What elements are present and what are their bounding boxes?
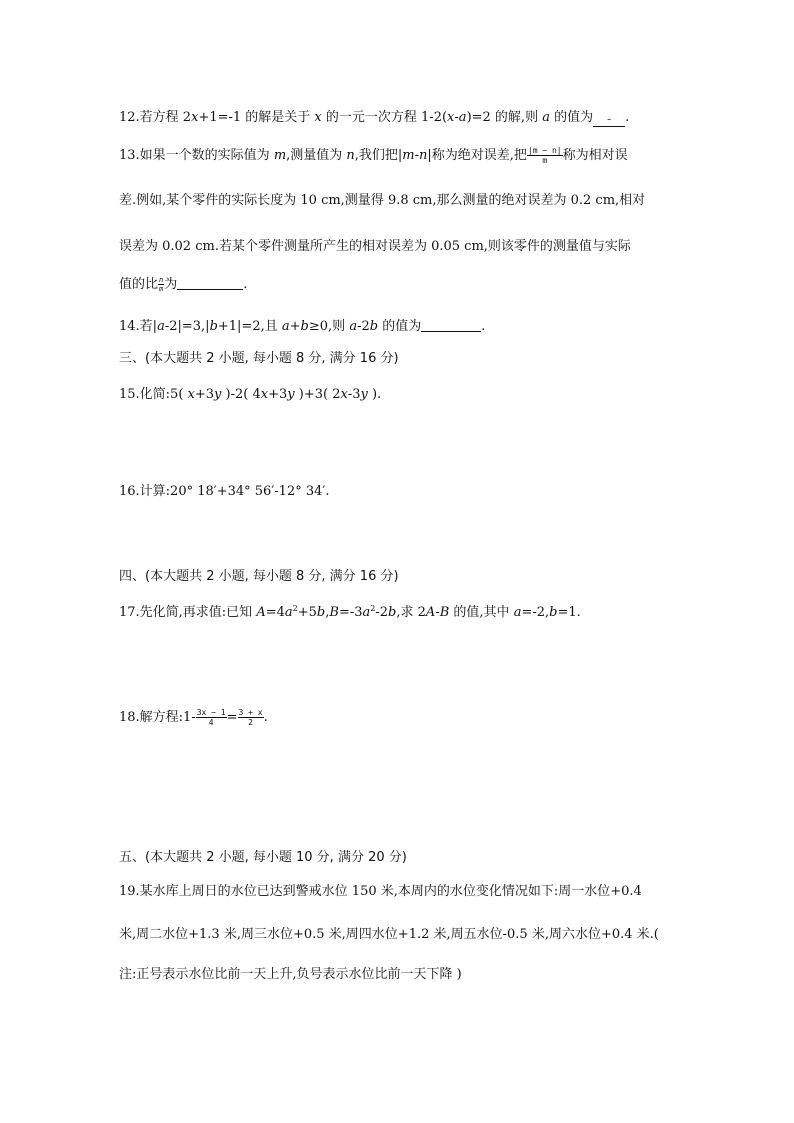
answer-blank	[177, 289, 243, 290]
q14-text: .	[481, 319, 486, 334]
q14-text: 的值为	[378, 319, 422, 334]
q17-text: 的值,其中	[449, 605, 514, 620]
section-heading-4: 四、(本大题共 2 小题, 每小题 8 分, 满分 16 分)	[119, 569, 399, 584]
q12-text: 的一元一次方程 1-2(	[321, 110, 448, 125]
var-b: b	[369, 319, 379, 334]
var-y: y	[360, 387, 368, 402]
equation-fraction-right	[238, 708, 264, 727]
q15-text: 15.化简:5(	[119, 387, 188, 402]
question-12	[119, 109, 629, 127]
q18-text: 18.解方程:1-	[119, 710, 196, 725]
var-x: x	[340, 387, 348, 402]
equals-sign: =	[226, 710, 238, 725]
q17-text: =-3	[338, 605, 363, 620]
answer-blank: -	[593, 114, 625, 127]
var-a: a	[513, 605, 522, 620]
section-heading-5: 五、(本大题共 2 小题, 每小题 10 分, 满分 20 分)	[119, 850, 407, 865]
q14-text: 14.若|	[119, 319, 158, 334]
q14-text: -2|=3,|	[164, 319, 210, 334]
question-14	[119, 318, 485, 336]
var-b: b	[300, 319, 309, 334]
var-x: x	[314, 110, 322, 125]
var-x: x	[260, 387, 269, 402]
var-a: a	[458, 110, 467, 125]
q17-text: 17.先化简,再求值:已知	[119, 605, 257, 620]
q13-text: 值的比	[119, 277, 159, 292]
q15-text: )+3( 2	[294, 387, 341, 402]
q14-text: +1|=2,且	[217, 319, 282, 334]
q17-text: =-2,	[521, 605, 550, 620]
fraction-numerator: |m − n|	[527, 146, 562, 155]
q17-text: +5	[297, 605, 317, 620]
exponent: 2	[370, 604, 376, 613]
q12-text: 的值为	[549, 110, 594, 125]
q15-text: +3	[268, 387, 288, 402]
question-18	[119, 708, 268, 727]
var-a: a	[349, 319, 358, 334]
var-a: a	[281, 319, 290, 334]
question-19-line-2: 米,周二水位+1.3 米,周三水位+0.5 米,周四水位+1.2 米,周五水位-0.5 米,周六水位+0.4 米.(	[119, 927, 659, 942]
var-b: b	[549, 605, 558, 620]
q14-text: -2	[357, 319, 370, 334]
q12-text: .	[625, 110, 630, 125]
fraction-denominator: m	[159, 285, 164, 293]
var-b: b	[388, 605, 397, 620]
relative-error-fraction	[527, 146, 563, 165]
question-13-line-4	[119, 276, 247, 294]
question-13-line-2: 差.例如,某个零件的实际长度为 10 cm,测量得 9.8 cm,那么测量的绝对误差为 0.2 cm,相对	[119, 193, 646, 208]
q14-text: ≥0,则	[308, 319, 350, 334]
fraction-numerator: 3x − 1	[196, 708, 226, 717]
var-m: m	[273, 148, 287, 163]
var-a: a	[157, 319, 165, 334]
q13-text: ,测量值为	[286, 148, 347, 163]
var-b: b	[316, 605, 326, 620]
q13-text: 为	[164, 277, 178, 292]
q15-text: +3	[194, 387, 215, 402]
question-13-line-1	[119, 146, 628, 165]
q13-text: 称为相对误	[562, 148, 628, 163]
q17-text: =4	[265, 605, 285, 620]
exponent: 2	[292, 604, 298, 613]
q17-text: -2	[375, 605, 389, 620]
q13-text: ,我们把|	[354, 148, 403, 163]
answer-blank	[421, 331, 481, 332]
q18-text: .	[263, 710, 268, 725]
var-x: x	[191, 110, 199, 125]
fraction-denominator: 2	[248, 718, 253, 727]
q15-text: -3	[347, 387, 361, 402]
q13-text: .	[243, 277, 248, 292]
var-A: A	[256, 605, 266, 620]
var-B: B	[439, 605, 450, 620]
q17-text: -	[435, 605, 440, 620]
section-heading-3: 三、(本大题共 2 小题, 每小题 8 分, 满分 16 分)	[119, 351, 399, 366]
var-a: a	[284, 605, 293, 620]
abs-expression: m-n	[402, 148, 428, 163]
var-x: x	[447, 110, 455, 125]
fraction-numerator: 3 + x	[238, 708, 263, 717]
q15-text: ).	[367, 387, 382, 402]
q12-text: +1=-1 的解是关于	[198, 110, 315, 125]
q17-text: ,求 2	[396, 605, 426, 620]
equation-fraction-left	[196, 708, 227, 727]
q15-text: )-2( 4	[221, 387, 261, 402]
q13-text: |称为绝对误差,把	[427, 148, 527, 163]
var-y: y	[214, 387, 222, 402]
question-16: 16.计算:20° 18′+34° 56′-12° 34′.	[119, 484, 330, 499]
var-x: x	[187, 387, 195, 402]
var-b: b	[209, 319, 218, 334]
fraction-denominator: 4	[208, 718, 214, 727]
question-13-line-3: 误差为 0.02 cm.若某个零件测量所产生的相对误差为 0.05 cm,则该零件的测量值与实际	[119, 239, 631, 254]
var-A: A	[425, 605, 436, 620]
var-B: B	[329, 605, 339, 620]
q13-text: 13.如果一个数的实际值为	[119, 148, 274, 163]
var-n: n	[346, 148, 355, 163]
q17-text: ,	[325, 605, 330, 620]
question-19-line-1: 19.某水库上周日的水位已达到警戒水位 150 米,本周内的水位变化情况如下:周一水位+0.4	[119, 884, 642, 899]
var-a: a	[362, 605, 371, 620]
var-a: a	[542, 110, 550, 125]
q12-text: -	[454, 110, 459, 125]
q12-text: 12.若方程 2	[119, 110, 192, 125]
var-y: y	[287, 387, 295, 402]
q17-text: =1.	[557, 605, 581, 620]
question-17	[119, 604, 581, 622]
fraction-numerator: n	[159, 276, 164, 284]
q12-text: )=2 的解,则	[466, 110, 543, 125]
question-19-line-3: 注:正号表示水位比前一天上升,负号表示水位比前一天下降 )	[119, 967, 462, 982]
fraction-denominator: m	[542, 156, 548, 165]
q14-text: +	[289, 319, 301, 334]
question-15	[119, 386, 381, 404]
